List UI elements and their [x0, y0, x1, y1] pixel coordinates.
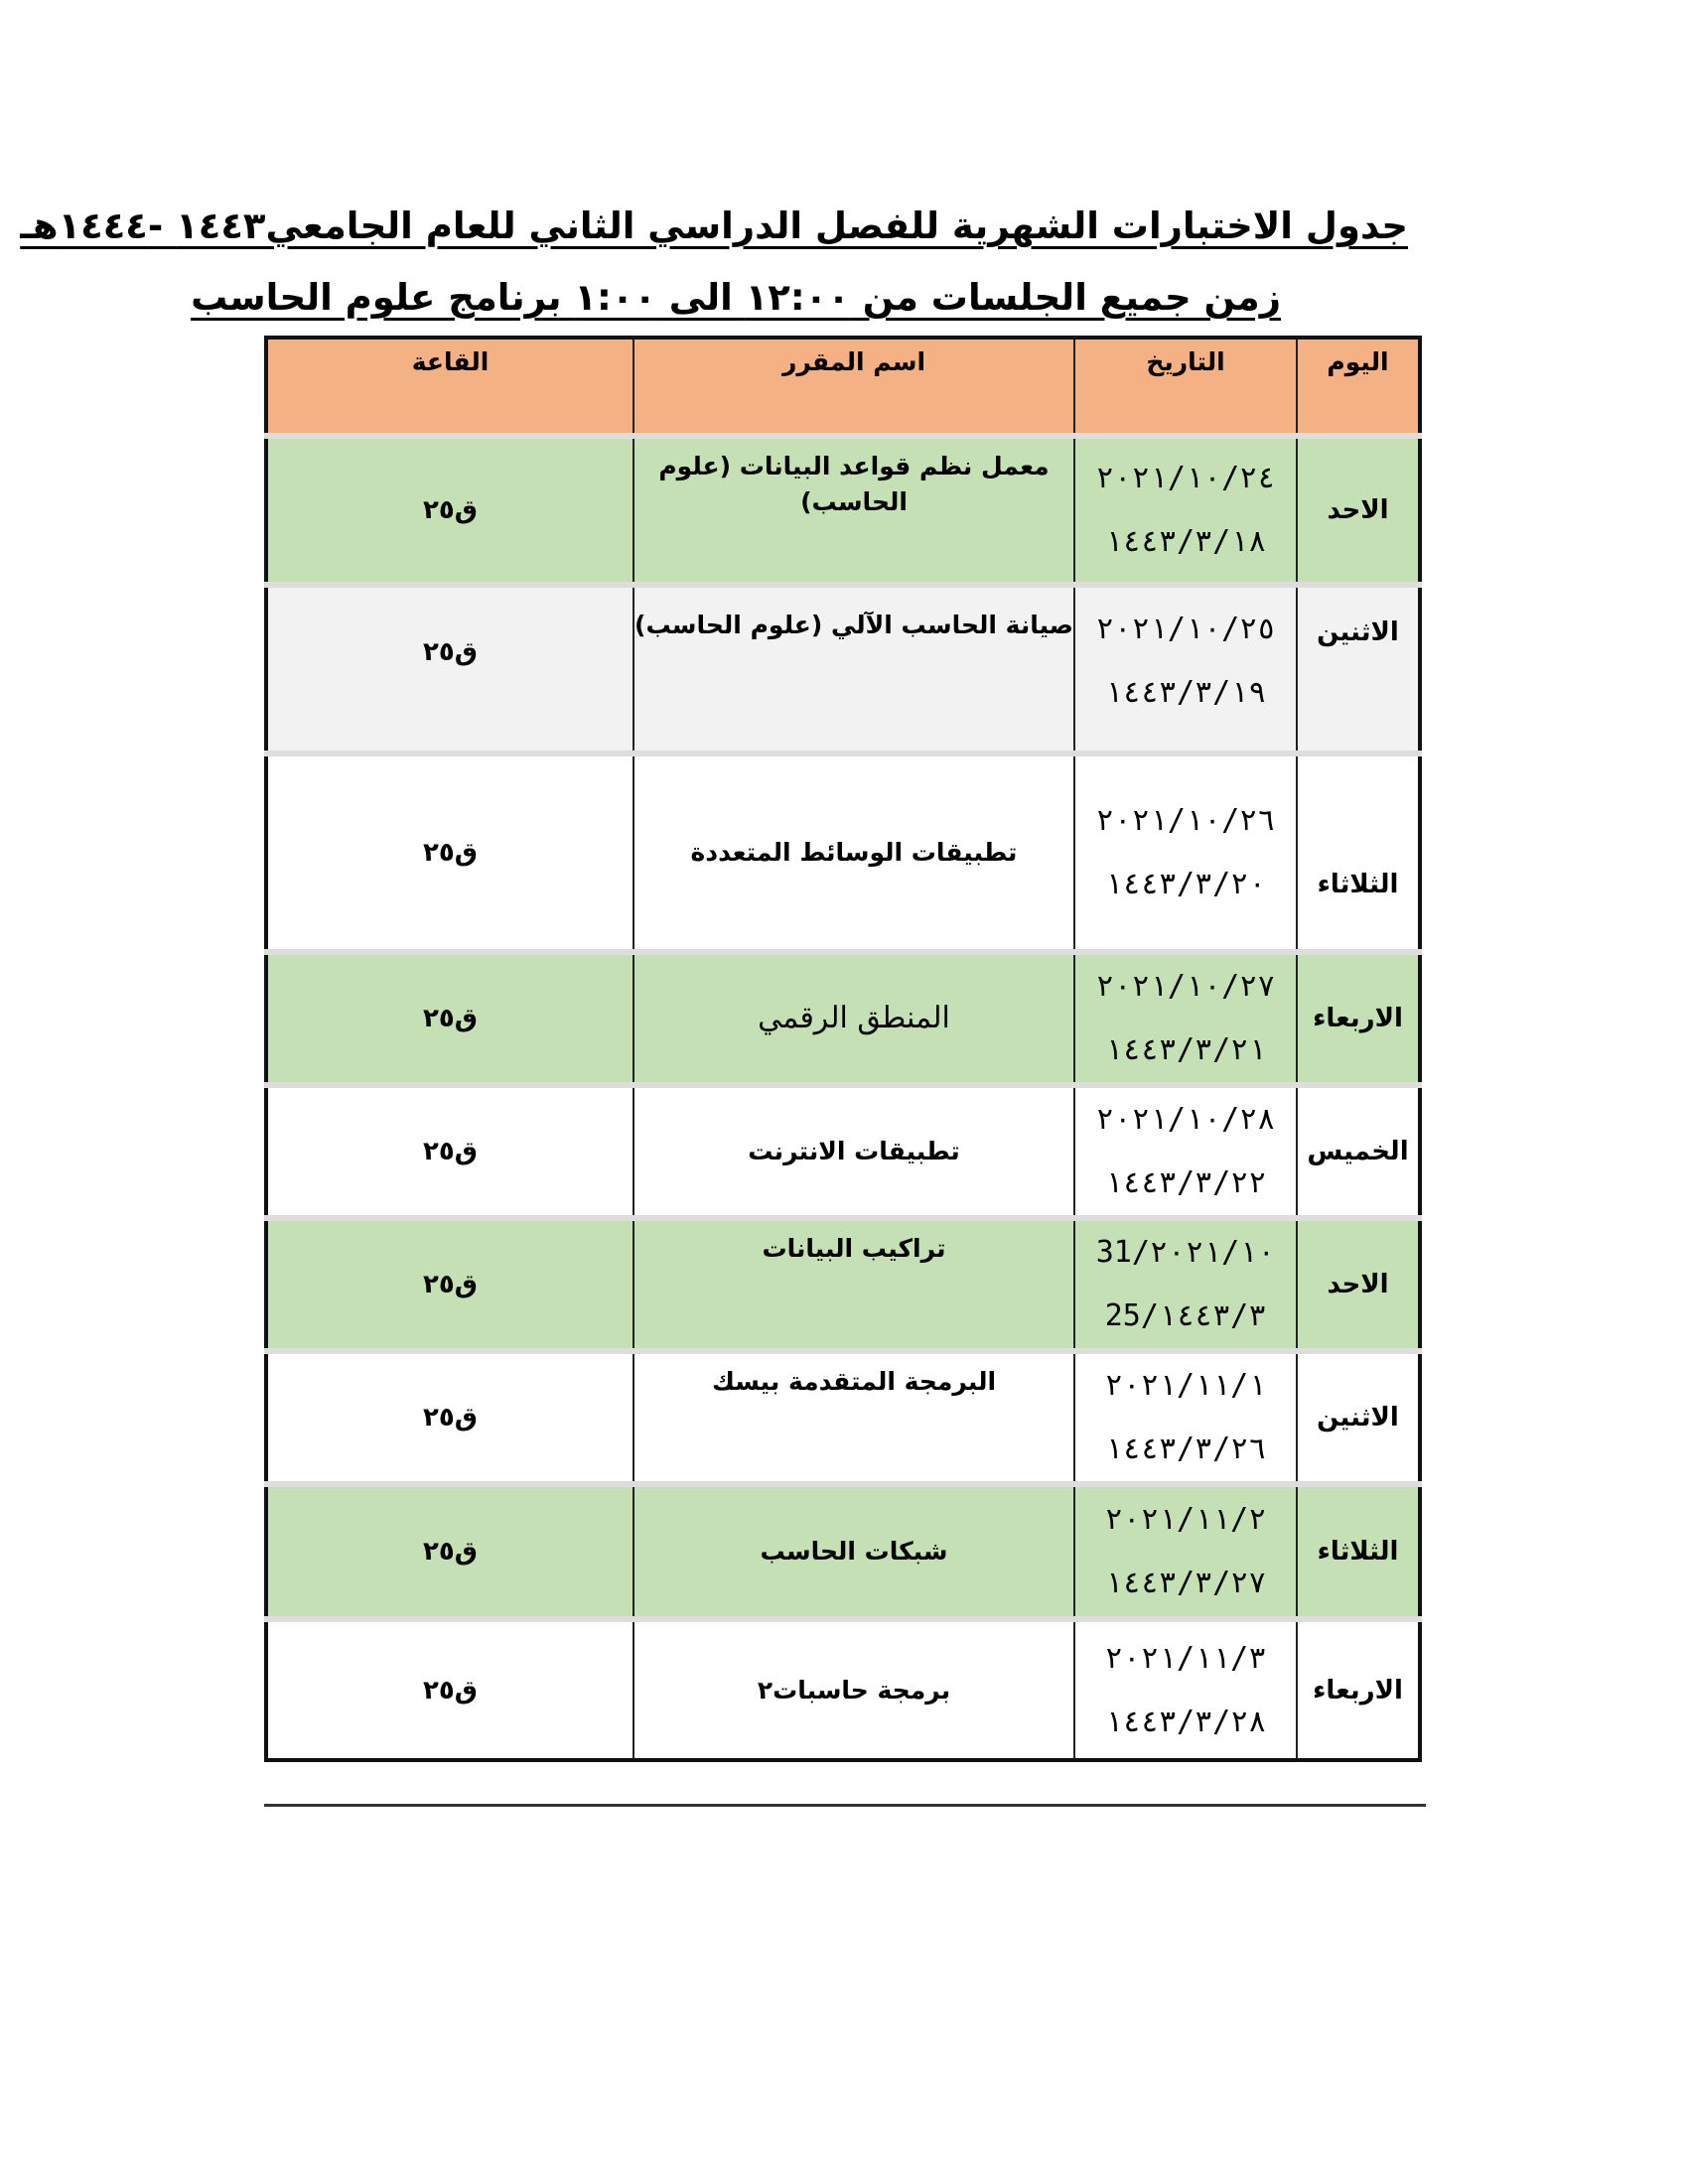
row-date	[1074, 585, 1297, 753]
table-row	[266, 436, 1420, 585]
date-gregorian: ٢٠٢١/١٠/٢٥	[1095, 612, 1276, 646]
row-day: الثلاثاء	[1297, 753, 1420, 952]
date-gregorian: ٢٠٢١/١١/٢	[1104, 1502, 1267, 1537]
header-room: القاعة	[266, 338, 633, 436]
row-day: الاثنين	[1297, 1351, 1420, 1484]
row-room: ق٢٥	[266, 753, 633, 952]
row-room: ق٢٥	[266, 1484, 633, 1619]
row-date	[1074, 1351, 1297, 1484]
table-row	[266, 753, 1420, 952]
row-course: برمجة حاسبات٢	[633, 1619, 1074, 1760]
row-room: ق٢٥	[266, 436, 633, 585]
row-date	[1074, 1218, 1297, 1351]
date-hijri: ١٤٤٣/٣/١٨	[1104, 524, 1267, 559]
header-day: اليوم	[1297, 338, 1420, 436]
row-room: ق٢٥	[266, 1085, 633, 1218]
date-gregorian: ٢٠٢١/١٠/٢٨	[1095, 1102, 1276, 1137]
table-row	[266, 1218, 1420, 1351]
row-course: صيانة الحاسب الآلي (علوم الحاسب)	[633, 585, 1074, 753]
date-gregorian: ٢٠٢١/١٠/٢٧	[1095, 969, 1276, 1004]
row-room: ق٢٥	[266, 1351, 633, 1484]
date-gregorian: ٢٠٢١/١١/١	[1104, 1368, 1267, 1403]
date-hijri: ١٤٤٣/٣/٢٦	[1104, 1432, 1267, 1466]
row-date	[1074, 952, 1297, 1085]
table-row	[266, 952, 1420, 1085]
row-course: تراكيب البيانات	[633, 1218, 1074, 1351]
row-course: تطبيقات الوسائط المتعددة	[633, 753, 1074, 952]
row-date	[1074, 1619, 1297, 1760]
date-hijri: ١٤٤٣/٣/٢٠	[1104, 867, 1267, 901]
row-day: الثلاثاء	[1297, 1484, 1420, 1619]
row-course: شبكات الحاسب	[633, 1484, 1074, 1619]
date-hijri: ١٤٤٣/٣/٢٧	[1104, 1566, 1267, 1600]
date-gregorian: ٢٠٢١/١٠/٢٦	[1095, 803, 1276, 838]
date-gregorian: ٢٠٢١/١٠/٢٤	[1095, 461, 1276, 495]
row-course: معمل نظم قواعد البيانات (علوم الحاسب)	[633, 436, 1074, 585]
table-row	[266, 1484, 1420, 1619]
date-gregorian: ٢٠٢١/١٠/31	[1095, 1235, 1276, 1270]
row-room: ق٢٥	[266, 952, 633, 1085]
row-day: الاحد	[1297, 1218, 1420, 1351]
row-day: الاثنين	[1297, 585, 1420, 753]
row-course: تطبيقات الانترنت	[633, 1085, 1074, 1218]
date-hijri: ١٤٤٣/٣/٢١	[1104, 1032, 1267, 1067]
table-row	[266, 1085, 1420, 1218]
date-hijri: ١٤٤٣/٣/٢٨	[1104, 1704, 1267, 1739]
date-hijri: ١٤٤٣/٣/١٩	[1104, 675, 1267, 710]
row-day: الاربعاء	[1297, 1619, 1420, 1760]
row-room: ق٢٥	[266, 585, 633, 753]
table-row	[266, 1619, 1420, 1760]
row-room: ق٢٥	[266, 1619, 633, 1760]
date-hijri: ١٤٤٣/٣/٢٢	[1104, 1165, 1267, 1200]
table-bottom-rule	[264, 1804, 1426, 1807]
row-day: الاربعاء	[1297, 952, 1420, 1085]
table-row	[266, 585, 1420, 753]
date-gregorian: ٢٠٢١/١١/٣	[1104, 1640, 1267, 1676]
exam-schedule-table	[264, 336, 1422, 1762]
row-course: المنطق الرقمي	[633, 952, 1074, 1085]
table-row	[266, 1351, 1420, 1484]
row-date	[1074, 436, 1297, 585]
table-header-row	[266, 338, 1420, 436]
row-date	[1074, 1484, 1297, 1619]
row-room: ق٢٥	[266, 1218, 633, 1351]
row-date	[1074, 1085, 1297, 1218]
date-hijri: ١٤٤٣/٣/25	[1104, 1298, 1267, 1333]
header-course: اسم المقرر	[633, 338, 1074, 436]
document-title: جدول الاختبارات الشهرية للفصل الدراسي الثاني للعام الجامعي١٤٤٣ -١٤٤٤هـ	[20, 205, 1408, 247]
row-day: الاحد	[1297, 436, 1420, 585]
row-day: الخميس	[1297, 1085, 1420, 1218]
header-date: التاريخ	[1074, 338, 1297, 436]
row-date	[1074, 753, 1297, 952]
document-subtitle: زمن جميع الجلسات من ١٢:٠٠ الى ١:٠٠ برنامج علوم الحاسب	[191, 276, 1281, 319]
row-course: البرمجة المتقدمة بيسك	[633, 1351, 1074, 1484]
